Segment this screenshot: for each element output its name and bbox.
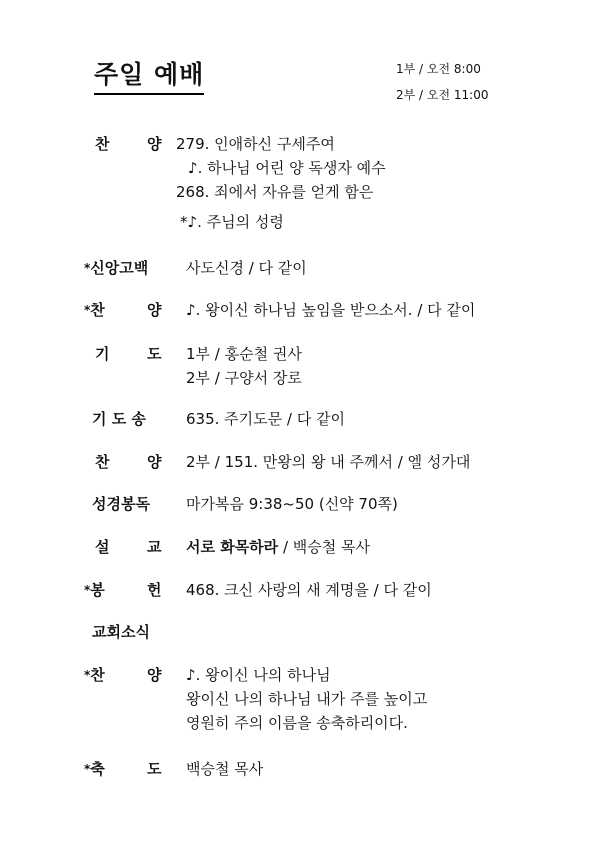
prayer-song-value: 635. 주기도문 / 다 같이 — [186, 410, 345, 428]
choir-value: 2부 / 151. 만왕의 왕 내 주께서 / 엘 성가대 — [186, 453, 471, 471]
label-offering-a: 봉 — [90, 581, 105, 599]
offering-value: 468. 크신 사랑의 새 계명을 / 다 같이 — [186, 581, 432, 599]
benediction-value: 백승철 목사 — [186, 760, 264, 778]
label-hymn-1a: 찬 — [95, 135, 110, 153]
label-hymn-3a: 찬 — [90, 666, 105, 684]
label-benediction-b: 도 — [147, 760, 162, 778]
service-time-1: 1부 / 오전 8:00 — [396, 62, 481, 76]
label-choir-b: 양 — [147, 453, 162, 471]
label-benediction-a: 축 — [90, 760, 105, 778]
sermon-preacher: / 백승철 목사 — [278, 538, 370, 556]
hymn-2-value: ♪. 왕이신 하나님 높임을 받으소서. / 다 같이 — [186, 301, 476, 319]
label-choir-a: 찬 — [95, 453, 110, 471]
hymn-3-line-1: ♪. 왕이신 나의 하나님 — [186, 666, 331, 684]
standing-mark: * — [84, 668, 91, 682]
label-hymn-1b: 양 — [147, 135, 162, 153]
standing-mark: * — [84, 261, 91, 275]
prayer-line-1: 1부 / 홍순철 권사 — [186, 345, 302, 363]
hymn-1-line-3: 268. 죄에서 자유를 얻게 함은 — [176, 183, 374, 201]
label-prayer-b: 도 — [147, 345, 162, 363]
label-prayer-song: 기 도 송 — [92, 410, 146, 428]
label-offering-b: 헌 — [147, 581, 162, 599]
scripture-value: 마가복음 9:38~50 (신약 70쪽) — [186, 495, 398, 513]
hymn-1-line-1: 279. 인애하신 구세주여 — [176, 135, 335, 153]
standing-mark: * — [84, 303, 91, 317]
hymn-1-line-4: *♪. 주님의 성령 — [180, 213, 284, 231]
standing-mark: * — [84, 762, 91, 776]
label-sermon-a: 설 — [95, 538, 110, 556]
prayer-line-2: 2부 / 구양서 장로 — [186, 369, 302, 387]
hymn-1-line-2: ♪. 하나님 어린 양 독생자 예수 — [188, 159, 386, 177]
standing-mark: * — [84, 583, 91, 597]
label-hymn-2a: 찬 — [90, 301, 105, 319]
label-sermon-b: 교 — [147, 538, 162, 556]
page-title: 주일 예배 — [94, 58, 204, 95]
label-creed: 신앙고백 — [90, 259, 149, 277]
creed-value: 사도신경 / 다 같이 — [186, 259, 307, 277]
label-news: 교회소식 — [92, 623, 150, 641]
label-scripture: 성경봉독 — [92, 495, 150, 513]
label-hymn-3b: 양 — [147, 666, 162, 684]
label-prayer-a: 기 — [95, 345, 110, 363]
hymn-3-line-3: 영원히 주의 이름을 송축하리이다. — [186, 714, 408, 732]
service-time-2: 2부 / 오전 11:00 — [396, 88, 489, 102]
sermon-title: 서로 화목하라 — [186, 538, 279, 556]
label-hymn-2b: 양 — [147, 301, 162, 319]
hymn-3-line-2: 왕이신 나의 하나님 내가 주를 높이고 — [186, 690, 428, 708]
